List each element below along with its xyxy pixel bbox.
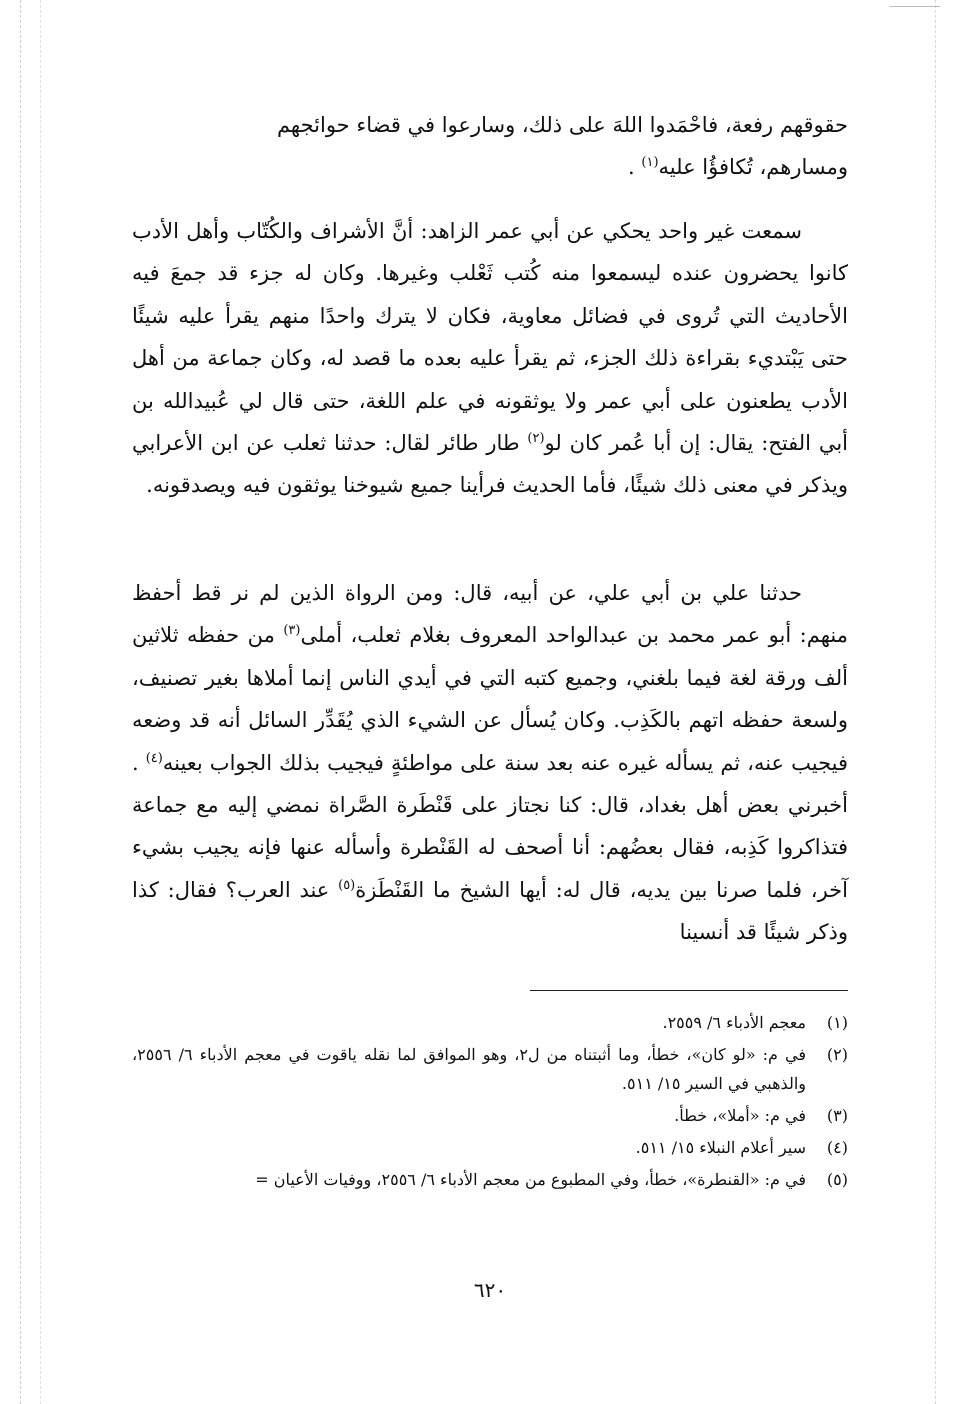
paragraph-2-text-a: سمعت غير واحد يحكي عن أبي عمر الزاهد: أنَّ الأشراف والكُتّاب وأهل الأدب كانوا يحضرون عنده ليسمعوا منه كُتب ثَعْلب وغيرها. وكان له جزء قد جمعَ فيه الأحاديث التي تُروى في فضائل معاوية، فكان لا يترك واحدًا منهم يقرأ عليه شيئًا حتى يَبْتديء بقراءة ذلك الجزء، ثم يقرأ عليه بعده ما قصد له، وكان جماعة من أهل الأدب يطعنون على أبي عمر ولا يوثقونه في علم اللغة، حتى قال لي عُبيدالله بن أبي الفتح: يقال: إن أبا عُمر كان لو [132, 219, 848, 456]
paragraph-1-end: . [628, 155, 642, 180]
paragraph-3-text-a: حدثنا علي بن أبي علي، عن أبيه، قال: ومن الرواة الذين لم نر قط أحفظ منهم: أبو عمر محمد بن عبدالواحد المعروف بغلام ثعلب، أملى [132, 581, 848, 648]
footnote-text: في م: «القنطرة»، خطأ، وفي المطبوع من معجم الأدباء ٦/ ٢٥٥٦، ووفيات الأعيان = [255, 1170, 806, 1189]
footnote-number: (٣) [826, 1106, 848, 1125]
paragraph-1-line-1: حقوقهم رفعة، فاحْمَدوا اللهَ على ذلك، وسارعوا في قضاء حوائجهم [276, 113, 848, 137]
paragraph-2-text-b: طار طائر لقال: حدثنا ثعلب عن ابن الأعرابي ويذكر في معنى ذلك شيئًا، فأما الحديث فرأينا جميع شيوخنا يوثقون فيه ويصدقونه. [132, 431, 848, 498]
footnote-text: سير أعلام النبلاء ١٥/ ٥١١. [635, 1138, 806, 1157]
footnote-text: في م: «لو كان»، خطأ، وما أثبتناه من ل٢، وهو الموافق لما نقله ياقوت في معجم الأدباء ٦/ ٢٥٥٦، والذهبي في السير ١٥/ ٥١١. [132, 1045, 806, 1093]
footnote-4 [132, 1133, 848, 1162]
footnote-ref-4[interactable]: (٤) [145, 750, 163, 766]
footnote-number: (٥) [826, 1170, 848, 1189]
paragraph-1-line-2: ومسارهم، تُكافؤُا عليه [658, 155, 848, 180]
paragraph-3-text-c: . أخبرني بعض أهل بغداد، قال: كنا نجتاز على قَنْطَرة الصَّراة نمضي إليه مع جماعة فتذاكروا كَذِبه، فقال بعضُهم: أنا أصحف له القَنْطرة وأسأله عنها فإنه يجيب بشيء آخر، فلما صرنا بين يديه، قال له: أيها الشيخ ما القَنْطَزة [132, 750, 848, 902]
footnote-ref-3[interactable]: (٣) [283, 623, 301, 639]
footnote-3 [132, 1101, 848, 1130]
footnote-number: (٢) [826, 1045, 848, 1064]
footnote-number: (٤) [826, 1138, 848, 1157]
paragraph-2 [132, 210, 848, 507]
footnote-ref-5[interactable]: (٥) [338, 877, 356, 893]
footnote-2 [132, 1040, 848, 1098]
paragraph-3-text-b: من حفظه ثلاثين ألف ورقة لغة فيما بلغني، وجميع كتبه التي في أيدي الناس إنما أملاها بغير تصنيف، ولسعة حفظه اتهم بالكَذِب. وكان يُسأل عن الشيء الذي يُقَدِّر السائل أنه قد وضعه فيجيب عنه، ثم يسأله غيره عنه بعد سنة على مواطئةٍ فيجيب بذلك الجواب بعينه [132, 623, 848, 775]
footnotes [132, 1008, 848, 1197]
scan-margin-line [20, 0, 21, 1404]
scan-margin-line [40, 0, 41, 1404]
paragraph-1 [132, 104, 848, 189]
footnote-1 [132, 1008, 848, 1037]
scan-margin-line [935, 0, 936, 1404]
footnote-text: في م: «أملا»، خطأ. [674, 1106, 806, 1125]
footnote-ref-1[interactable]: (١) [641, 155, 659, 171]
footnote-text: معجم الأدباء ٦/ ٢٥٥٩. [662, 1013, 806, 1032]
scan-top-mark [890, 6, 940, 7]
footnote-ref-2[interactable]: (٢) [527, 431, 545, 447]
paragraph-3 [132, 572, 848, 954]
footnote-number: (١) [826, 1013, 848, 1032]
footnote-separator [530, 990, 848, 991]
footnote-5 [132, 1165, 848, 1194]
paragraph-3-text-d: عند العرب؟ فقال: كذا وذكر شيئًا قد أنسينا [132, 877, 848, 945]
page-number: ٦٢٠ [473, 1278, 507, 1302]
